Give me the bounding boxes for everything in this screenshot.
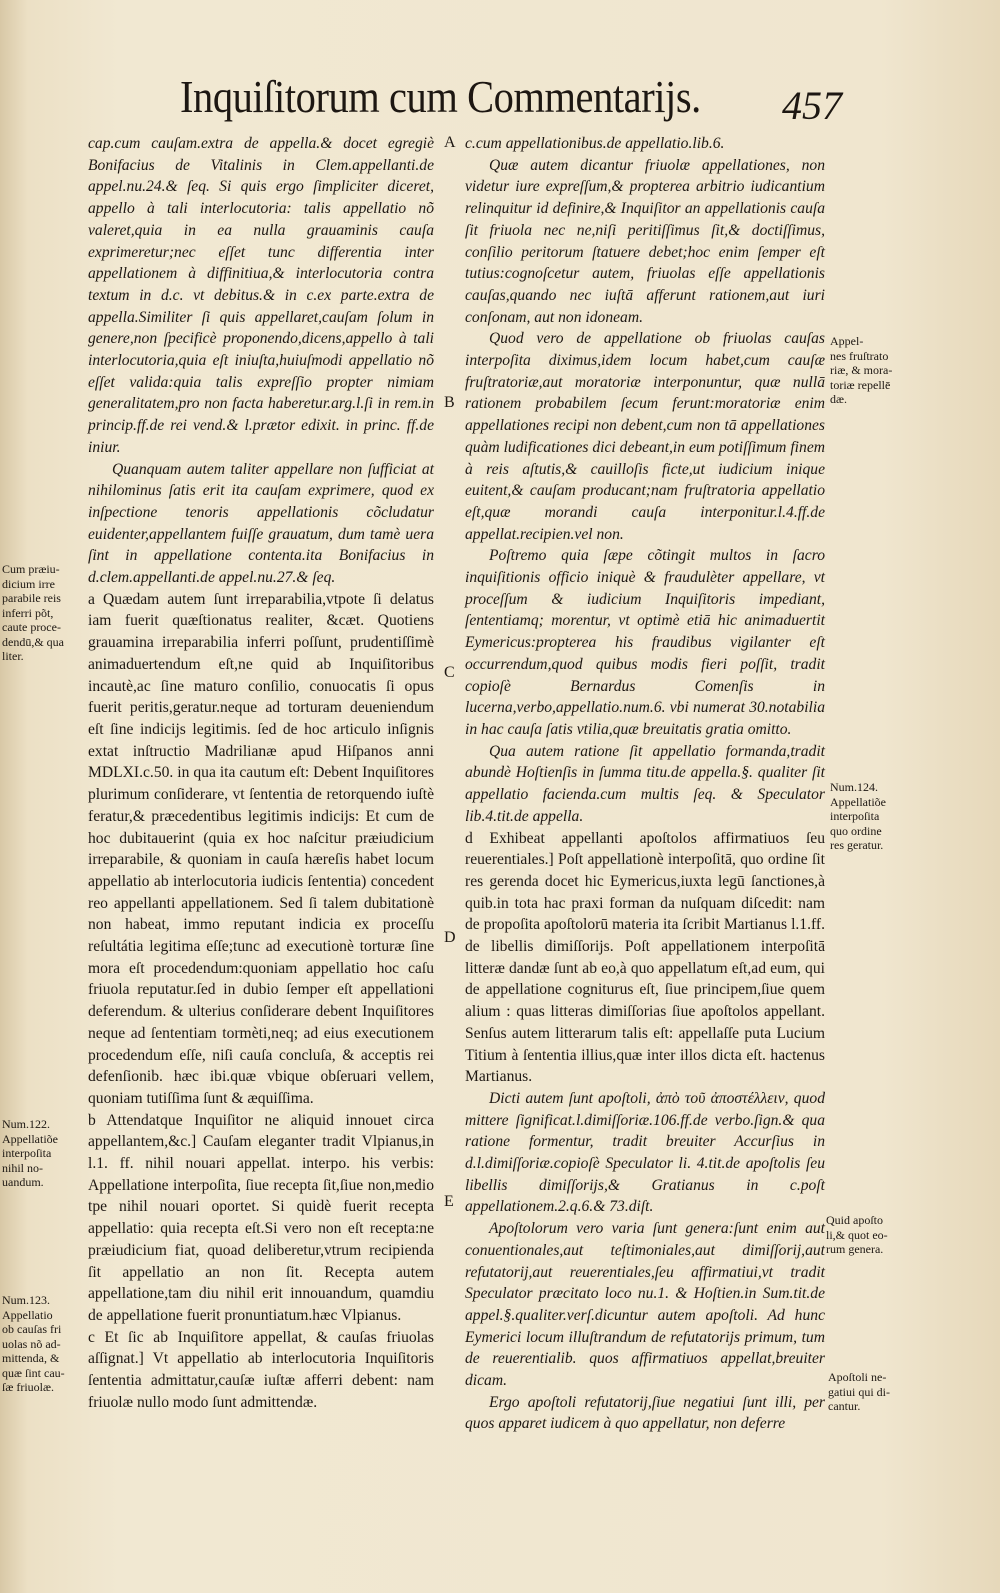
section-letter-c: C bbox=[444, 664, 455, 681]
running-header: Inquiſitorum cum Commentarijs. bbox=[180, 71, 701, 122]
section-letter-b: B bbox=[444, 394, 455, 411]
margin-note-right: Num.124. Appellatiõe interpoſita quo ordine res geratur. bbox=[830, 780, 886, 852]
margin-note-right: Quid apoſto li,& quot eo- rum genera. bbox=[826, 1213, 888, 1256]
margin-note-left: Cum præiu- dicium irre parabile reis inferri põt, caute proce- dendū,& qua liter. bbox=[2, 562, 64, 663]
right-paragraph: Quæ autem dicantur friuolæ appellationes, non videtur iure expreſſum,& propterea arbitrio iudicantium relinquitur id definire,& Inquiſitor an appellationis cauſa ſit friuola nec ne,niſi peritiſſimus ſit,& doctiſſimus, conſilio peritorum ſtatuere debet;hoc enim ſemper eſt tutius:cognoſcetur autem, friuolas eſſe appellationis cauſas,quando nec iuſtā afferunt rationem,aut iuri conſonam, aut non idoneam. bbox=[465, 156, 825, 326]
left-paragraph: c Et ſic ab Inquiſitore appellat, & cauſas friuolas aſſignat.] Vt appellatio ab interlocutoria Inquiſitoris ſententia admittatur,cauſæ iuſtæ afferri debent: nam friuolæ nullo modo ſunt admittendæ. bbox=[88, 1328, 434, 1411]
page-number: 457 bbox=[782, 83, 842, 128]
margin-note-right: Apoſtoli ne- gatiui qui di- cantur. bbox=[828, 1370, 890, 1413]
margin-note-left: Num.123. Appellatio ob cauſas fri uolas nõ ad- mittenda, & quæ ſint cau- ſæ friuolæ. bbox=[2, 1293, 65, 1394]
right-paragraph: Apoſtolorum vero varia ſunt genera:ſunt enim aut conuentionales,aut teſtimoniales,aut dimiſſorij,aut refutatorij,aut reuerentiales,ſeu affirmatiui,vt tradit Speculator præcitato loco nu.1. & Hoſtien.in Sum.tit.de appel.§.qualiter.verſ.dicuntur autem apoſtoli. Ad hunc Eymerici locum illuſtrandum de refutatorijs primum, tum de reuerentialib. quos affirmatiuos appellat,breuiter dicam. bbox=[465, 1220, 825, 1390]
right-paragraph: Quod vero de appellatione ob friuolas cauſas interpoſita diximus,idem locum habet,cum cauſæ fruſtratoriæ,aut moratoriæ interponuntur, quæ nullā rationem probabilem ſecum ferunt:moratoriæ enim appellationes recipi non debent,cum non tā appellationes quàm ludificationes dici debeant,in eum potiſſimum finem à reis aſtutis,& cauilloſis ficte,ut iudicium inique euitent,& cauſam producant;nam fruſtratoria appellatio eſt,quæ morandi cauſa interponitur.l.4.ff.de appellat.recipien.vel non. bbox=[465, 330, 825, 543]
right-column bbox=[465, 133, 825, 1435]
right-paragraph: c.cum appellationibus.de appellatio.lib.6. bbox=[465, 135, 725, 152]
left-paragraph: b Attendatque Inquiſitor ne aliquid innouet circa appellantem,&c.] Cauſam eleganter tradit Vlpianus,in l.1. ff. nihil nouari appellat. interpo. his verbis: Appellatione interpoſita, ſiue recepta ſit,ſiue non,medio tpe nihil nouari oportet. Si quidè fuerit recepta appellatio: quia recepta eſt.Si vero non eſt recepta:ne præiudicium fiat, quoad deliberetur,vtrum recipienda ſit appellatio an non ſit. Recepta autem appellatione,tam diu nihil erit innouandum, quamdiu de appellatione fuerit pronuntiatum.hæc Vlpianus. bbox=[88, 1111, 434, 1324]
left-column bbox=[88, 133, 434, 1413]
section-letter-e: E bbox=[444, 1193, 454, 1210]
right-paragraph: d Exhibeat appellanti apoſtolos affirmatiuos ſeu reuerentiales.] Poſt appellationè interpoſitā, quo ordine ſit res gerenda docet hic Eymericus,iuxta legū ſanctiones,à quib.in tota hac praxi forman da nuſquam diſcedit: nam de propoſita apoſtolorū materia ita ſcribit Martianus l.1.ff. de libellis dimiſſorijs. Poſt appellationem interpoſitā litteræ dandæ ſunt ab eo,à quo appellatum eſt,ad eum, qui de appellatione cogniturus eſt, ſiue principem,ſiue quem alium : quas litteras dimiſſorias ſiue apoſtolos appellant. Senſus autem litterarum talis eſt: appellaſſe puta Lucium Titium à ſententia illius,quæ inter illos dicta eſt. hactenus Martianus. bbox=[465, 829, 825, 1086]
left-paragraph: a Quædam autem ſunt irreparabilia,vtpote ſi delatus iam fuerit quæſtionatus realiter, &cæt. Quotiens grauamina irreparabilia inferri poſſunt, prudentiſſimè animaduertendum eſt,ne quid ab Inquiſitoribus incautè,ac ſine maturo conſilio, conuocatis ſi opus fuerit peritis,geratur.neque ad torturam deueniendum eſt ſine indicijs legitimis. ſed de hoc articulo inſignis extat inſtructio Madrilianæ apud Hiſpanos anni MDLXI.c.50. in qua ita cautum eſt: Debent Inquiſitores plurimum conſiderare, vt ſententia de retorquendo iuſtè feratur,& præcedentibus legitimis indicijs: Et cum de hoc dubitauerint (quia ex hoc naſcitur præiudicium irreparabile, & quoniam in cauſa hæreſis habet locum appellatio ab interlocutoria iudicis ſententia) concedent reo appellanti appellationem. Sed ſi talem dubitationè non habeat, immo reputant indicia ex proceſſu reſultátia legitima eſſe;tunc ad executionè torturæ ſine mora eſt procedendum:quoniam appellatio hoc caſu friuola reputatur.ſed in dubio ſemper eſt appellationi deferendum. & ulterius conſiderare debent Inquiſitores neque ad ſententiam tormèti,neq; ad eius executionem procedendum eſſe, niſi cauſa concluſa, & acceptis rei defenſionib. hæc ibi.quæ vbique obſeruari vellem, quoniam tutiſſima ſunt & æquiſſima. bbox=[88, 590, 434, 1107]
right-paragraph: Dicti autem ſunt apoſtoli, ἀπὸ τοῦ ἀποστέλλειν, quod mittere ſignificat.l.dimiſſoriæ.106.ff.de verbo.ſign.& qua ratione formentur, tradit breuiter Accurſius in d.l.dimiſſoriæ.copioſè Speculator li. 4.tit.de apoſtolis ſeu libellis dimiſſorijs,& Gratianus in c.poſt appellationem.2.q.6.& 73.diſt. bbox=[465, 1089, 825, 1216]
right-paragraph: Poſtremo quia ſæpe cõtingit multos in ſacro inquiſitionis officio iniquè & fraudulèter appellare, vt proceſſum & iudicium Inquiſitoris impediant, ſententiamq; morentur, vt optimè etiā hic animaduertit Eymericus:propterea his fraudibus vigilanter eſt occurrendum,quod quibus modis fieri poſſit, tradit copioſè Bernardus Comenſis in lucerna,verbo,appellatio.num.6. vbi numerat 30.notabilia in hac cauſa ſatis vtilia,quæ breuitatis gratia omitto. bbox=[465, 547, 825, 738]
right-paragraph: Ergo apoſtoli refutatorij,ſiue negatiui ſunt illi, per quos apparet iudicem à quo appellatur, non deferre bbox=[465, 1393, 825, 1433]
margin-note-right: Appel- nes fruſtrato riæ, & mora- toriæ repellē dæ. bbox=[830, 334, 893, 406]
left-paragraph: cap.cum cauſam.extra de appella.& docet egregiè Bonifacius de Vitalinis in Clem.appellanti.de appel.nu.24.& ſeq. Si quis ergo ſimpliciter diceret, appello à tali interlocutoria: talis appellatio nõ valeret,quia in ea nulla grauaminis cauſa exprimeretur;nec eſſet tunc differentia inter appellationem à diffinitiua,& interlocutoria contra textum in d.c. vt debitus.& in c.ex parte.extra de appella.Similiter ſi quis appellaret,cauſam ſolum in genere,non ſpecificè proponendo,dicens,appello à tali interlocutoria,quia eſt iniuſta,huiuſmodi appellatio nõ eſſet valida:quia talis expreſſio propter nimiam generalitatem,pro non facta haberetur.arg.l.ſi in rem.in princip.ff.de rei vend.& l.prætor edixit. in princ. ff.de iniur. bbox=[88, 135, 434, 456]
section-letter-d: D bbox=[444, 929, 456, 946]
margin-note-left: Num.122. Appellatiõe interpoſita nihil no- uandum. bbox=[2, 1117, 58, 1189]
section-letter-a: A bbox=[444, 134, 456, 151]
right-paragraph: Qua autem ratione ſit appellatio formanda,tradit abundè Hoſtienſis in ſumma titu.de appella.§. qualiter ſit appellatio facienda.cum multis ſeq. & Speculator lib.4.tit.de appella. bbox=[465, 742, 825, 825]
left-paragraph: Quanquam autem taliter appellare non ſufficiat at nihilominus ſatis erit ita cauſam exprimere, quod ex inſpectione tenoris appellationis cõcludatur euidenter,appellantem fuiſſe grauatum, dum tamè uera ſint in appellatione contenta.ita Bonifacius in d.clem.appellanti.de appel.nu.27.& ſeq. bbox=[88, 460, 434, 587]
